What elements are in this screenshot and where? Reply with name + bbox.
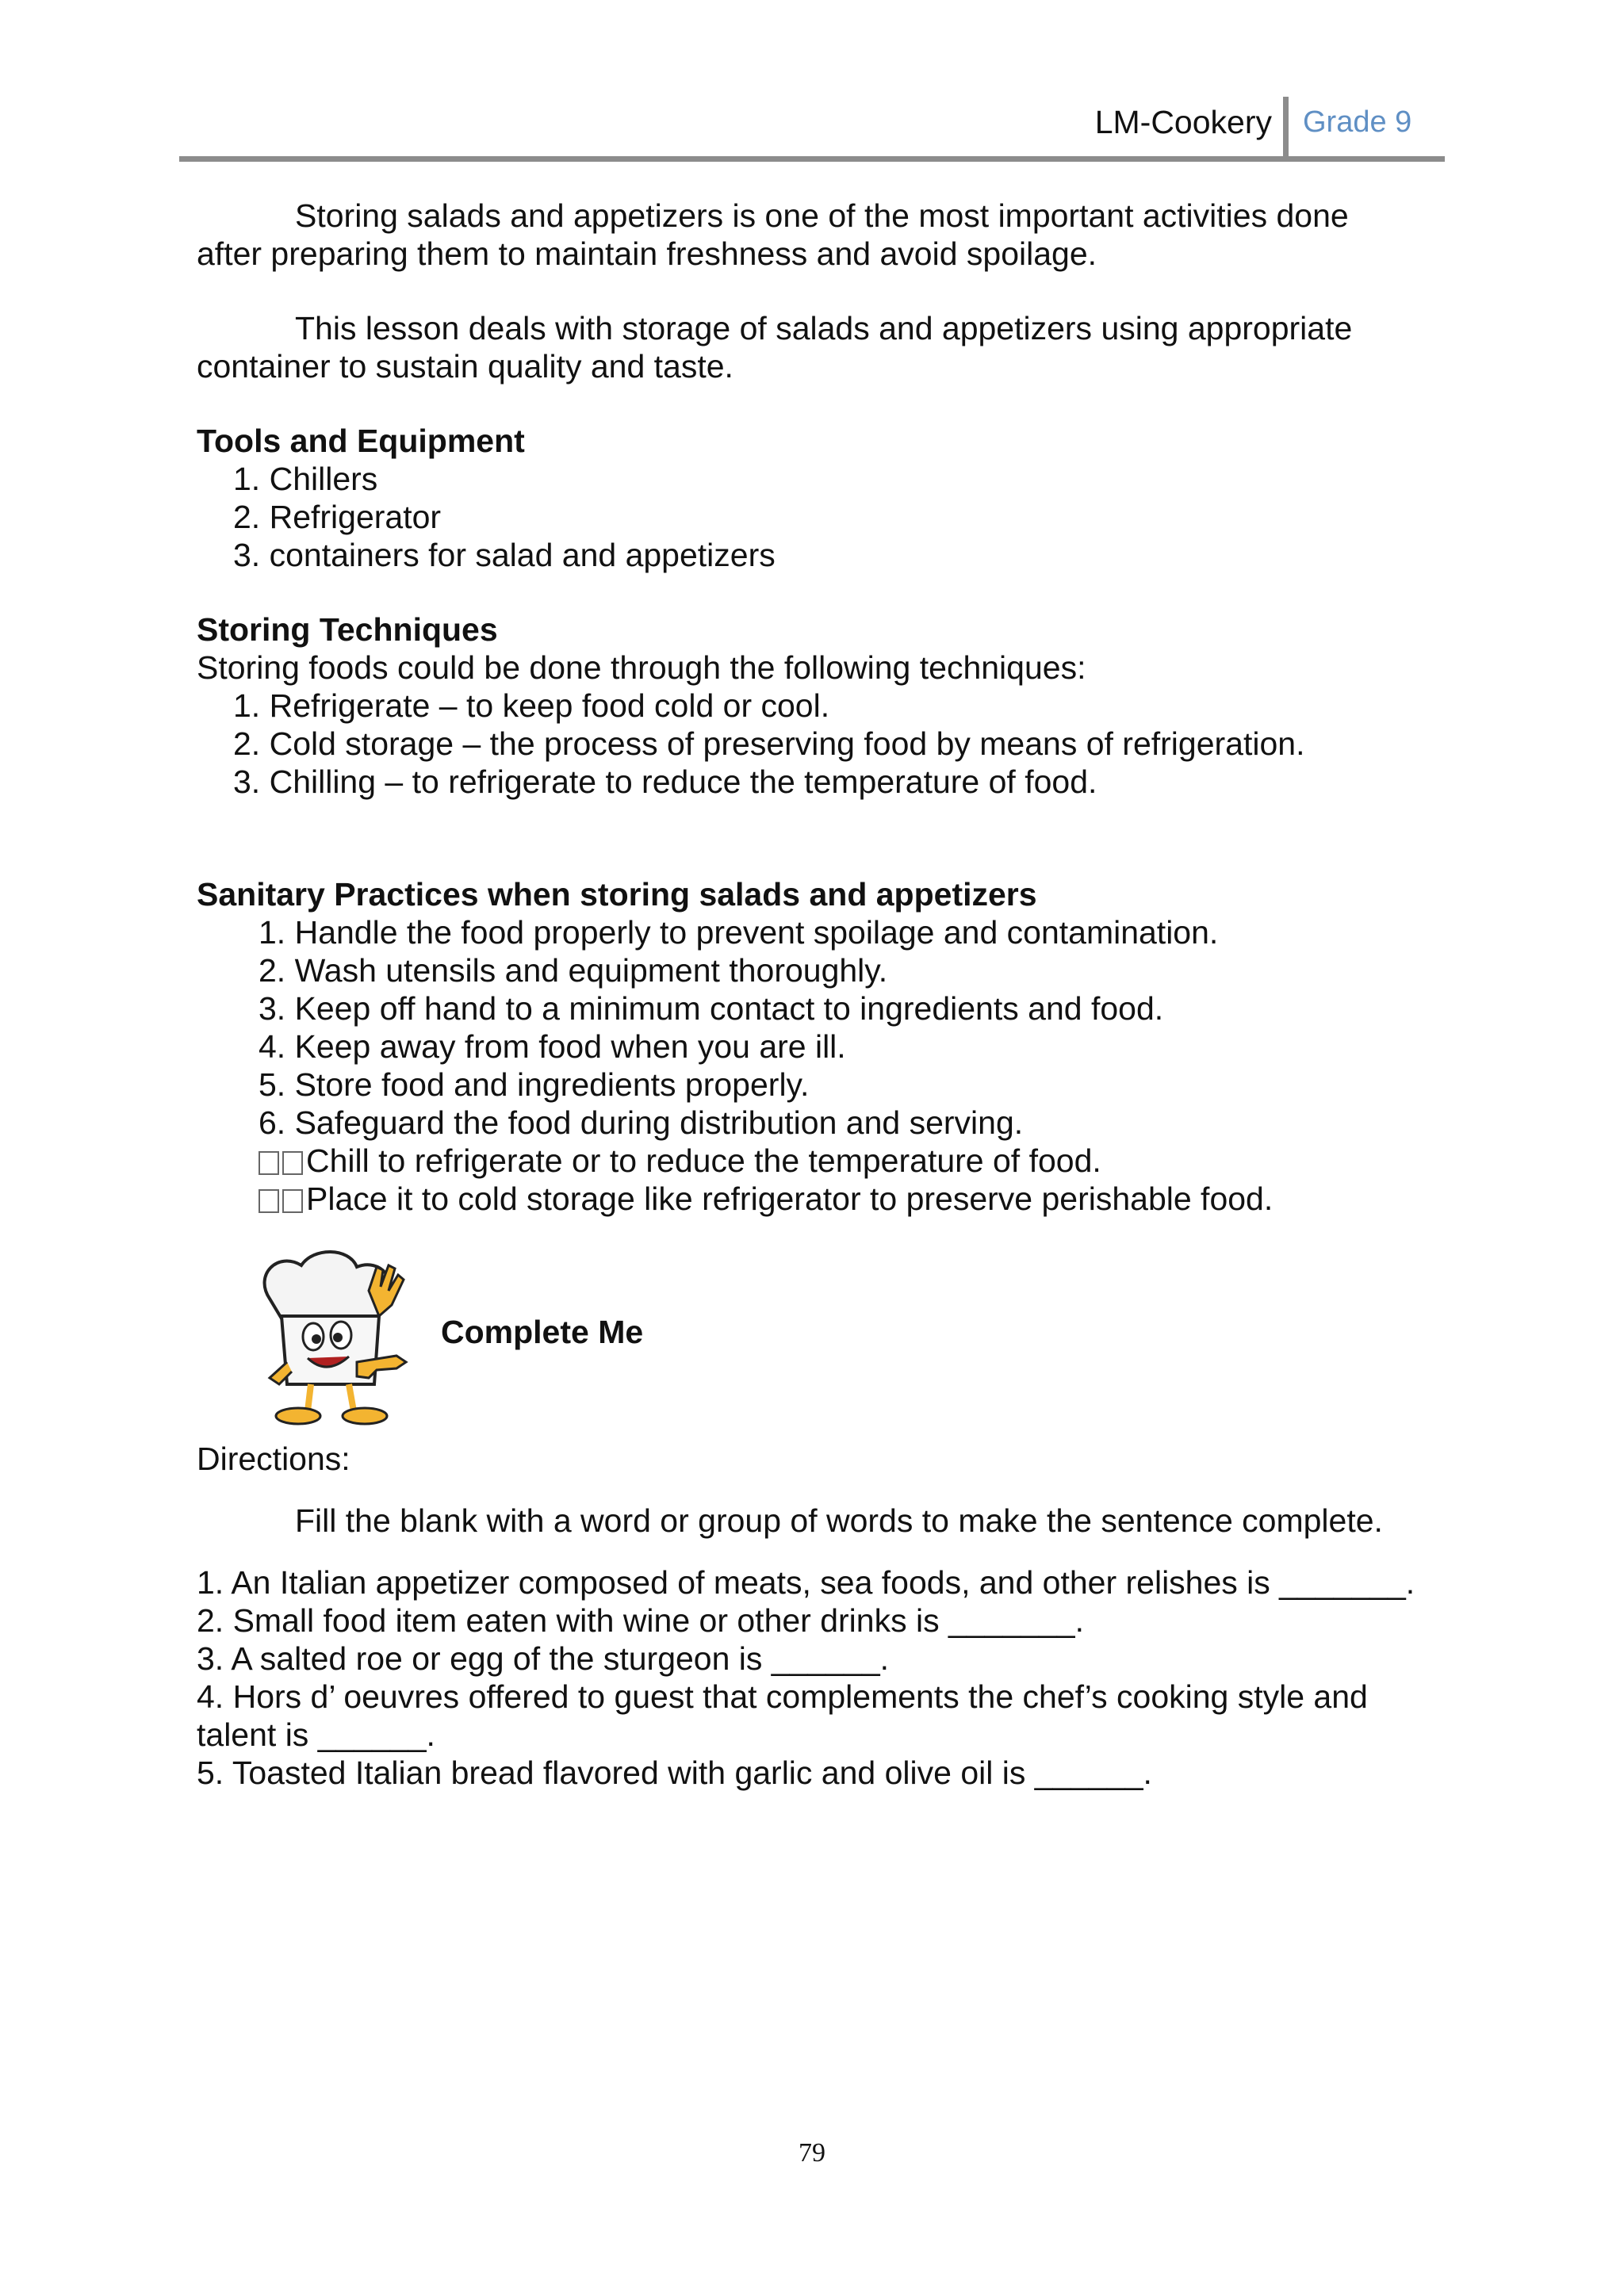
directions-instruction: Fill the blank with a word or group of words to make the sentence complete. bbox=[295, 1502, 1383, 1539]
list-item: 3. containers for salad and appetizers bbox=[233, 537, 776, 573]
question-item: 1. An Italian appetizer composed of meats, sea foods, and other relishes is _______. bbox=[197, 1564, 1415, 1601]
bullet-text: Place it to cold storage like refrigerator to preserve perishable food. bbox=[306, 1181, 1274, 1217]
list-item: 6. Safeguard the food during distribution and serving. bbox=[259, 1104, 1024, 1141]
page-number: 79 bbox=[799, 2138, 825, 2168]
list-item: 1. Chillers bbox=[233, 461, 378, 497]
list-item: 5. Store food and ingredients properly. bbox=[259, 1066, 810, 1103]
intro-paragraph-2 bbox=[197, 309, 1434, 385]
missing-glyph-icon bbox=[282, 1151, 303, 1175]
techniques-list bbox=[233, 687, 1304, 801]
tools-heading: Tools and Equipment bbox=[197, 423, 525, 459]
question-item: 3. A salted roe or egg of the sturgeon is ______. bbox=[197, 1640, 890, 1677]
header-title: LM-Cookery bbox=[1094, 104, 1272, 140]
missing-glyph-icon bbox=[259, 1189, 279, 1213]
list-item: 3. Keep off hand to a minimum contact to ingredients and food. bbox=[259, 990, 1164, 1027]
sanitary-list bbox=[259, 913, 1273, 1218]
bullet-text: Chill to refrigerate or to reduce the temperature of food. bbox=[306, 1142, 1101, 1179]
question-item: 4. Hors d’ oeuvres offered to guest that complements the chef’s cooking style and bbox=[197, 1678, 1368, 1715]
techniques-lead: Storing foods could be done through the following techniques: bbox=[197, 649, 1086, 686]
tools-list bbox=[233, 460, 776, 574]
intro-line: after preparing them to maintain freshness and avoid spoilage. bbox=[197, 235, 1097, 272]
list-item: 1. Refrigerate – to keep food cold or cool. bbox=[233, 687, 830, 724]
list-item: 2. Cold storage – the process of preserving food by means of refrigeration. bbox=[233, 725, 1305, 762]
activity-title: Complete Me bbox=[441, 1314, 644, 1350]
techniques-heading: Storing Techniques bbox=[197, 611, 498, 648]
question-item: talent is ______. bbox=[197, 1716, 435, 1753]
list-item: 4. Keep away from food when you are ill. bbox=[259, 1028, 846, 1065]
list-item: 1. Handle the food properly to prevent spoilage and contamination. bbox=[259, 914, 1219, 951]
intro-line: This lesson deals with storage of salads and appetizers using appropriate bbox=[295, 310, 1353, 346]
directions-label: Directions: bbox=[197, 1441, 350, 1477]
list-item: 3. Chilling – to refrigerate to reduce the temperature of food. bbox=[233, 763, 1097, 800]
intro-line: Storing salads and appetizers is one of the most important activities done bbox=[295, 197, 1349, 234]
header-separator bbox=[1283, 97, 1289, 157]
intro-paragraph-1 bbox=[197, 197, 1434, 273]
bullet-item bbox=[259, 1180, 1273, 1218]
list-item: 2. Refrigerator bbox=[233, 499, 442, 535]
header-rule bbox=[179, 156, 1445, 162]
missing-glyph-icon bbox=[259, 1151, 279, 1175]
question-item: 5. Toasted Italian bread flavored with garlic and olive oil is ______. bbox=[197, 1755, 1152, 1791]
intro-line: container to sustain quality and taste. bbox=[197, 348, 733, 385]
list-item: 2. Wash utensils and equipment thoroughly. bbox=[259, 952, 888, 989]
questions-list bbox=[197, 1563, 1450, 1792]
missing-glyph-icon bbox=[282, 1189, 303, 1213]
question-item: 2. Small food item eaten with wine or other drinks is _______. bbox=[197, 1602, 1084, 1639]
chef-mascot-icon bbox=[238, 1243, 412, 1427]
bullet-item bbox=[259, 1142, 1273, 1180]
sanitary-heading: Sanitary Practices when storing salads and appetizers bbox=[197, 876, 1037, 913]
header-grade: Grade 9 bbox=[1303, 105, 1412, 139]
